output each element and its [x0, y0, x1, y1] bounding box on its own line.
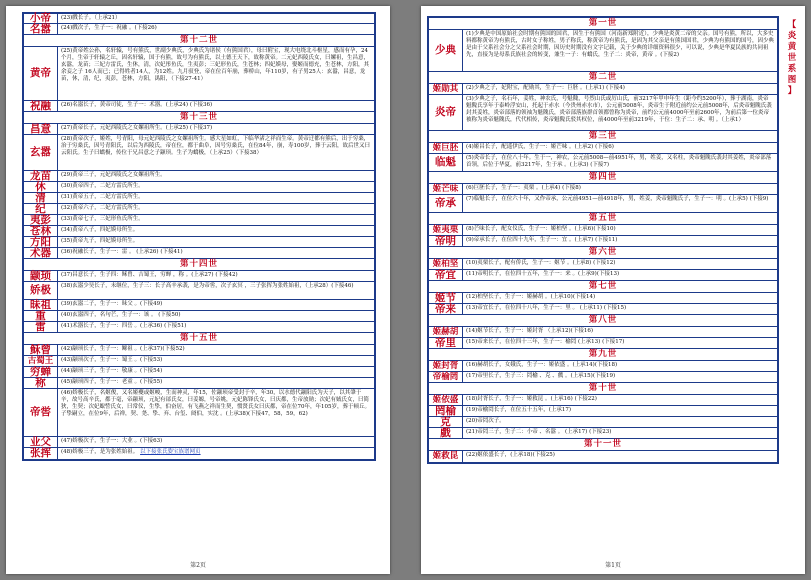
- person-name: 龙苗: [24, 171, 58, 181]
- person-description: [463, 417, 777, 427]
- person-description: [58, 448, 374, 459]
- person-description: [463, 236, 777, 246]
- person-description: [58, 367, 374, 377]
- person-name: 休: [24, 182, 58, 192]
- person-row: [24, 237, 374, 248]
- person-description: [463, 395, 777, 405]
- person-description: [58, 356, 374, 366]
- side-title-char: 【: [787, 20, 797, 30]
- description-text: (18)封胥长子，生子一：姬救昆 。(上承16) (下接22): [466, 396, 597, 402]
- page-1: [421, 6, 805, 574]
- person-description: [58, 237, 374, 247]
- person-description: [58, 193, 374, 203]
- person-name: 夷彭: [24, 215, 58, 225]
- person-row: [24, 24, 374, 35]
- person-row: [429, 95, 777, 131]
- description-text: (3)少典之子，名石年，姜姓，神农氏，号魁隗，号烈山氏或厉山氏，前3217年甲申年生（距今约5200年），葬于湖南，炎帝魁隗氏享年于泰岭浮安山，托起于赤水（今贵州赤水市），公元前5008年，炎帝生于附近前约公元前5008年，后炎帝魁隗氏袭封其姜姓，炎帝部落的领袖为魁隗氏，炎帝部落族群首领都曾称为炎帝，前约公元前4000年至前2600年，为前后第一位炎帝被称为炎帝魁隗氏，代代相传，炎帝魁隗氏驳其权位，前4000年至前3219年，于位：生子二：承、明 。（上承1）: [466, 96, 772, 123]
- person-description: [58, 300, 374, 310]
- description-text: (48)娇极三子，是为张姓始祖。: [61, 449, 139, 455]
- person-description: [58, 311, 374, 321]
- person-name: 称: [24, 378, 58, 388]
- person-name: 姬柏坚: [429, 259, 463, 269]
- person-description: [463, 259, 777, 269]
- person-row: [24, 101, 374, 112]
- person-description: [463, 361, 777, 371]
- description-text: (11)帝明长子，在位四十五年，生子一：来 。(上承9)(下接13): [466, 271, 620, 277]
- side-title-char: 图: [787, 75, 797, 85]
- description-text: (21)帝罔三子，生子二：小帝 、名嚣 。 (上承17) (下接23): [466, 429, 612, 435]
- description-text: (39)玄嚣二子，生子一：昧父 。(下接49): [61, 301, 163, 307]
- side-title: [785, 20, 799, 100]
- side-title-char: 炎: [787, 31, 797, 41]
- person-row: [429, 361, 777, 372]
- person-row: [429, 293, 777, 304]
- person-description: [58, 215, 374, 225]
- person-row: [24, 226, 374, 237]
- description-text: (35)黄帝九子，四妃嫫母所生。: [61, 238, 139, 244]
- person-name: 昧祖: [24, 300, 58, 310]
- description-text: (31)黄帝五子，二妃方雷氏所生。: [61, 194, 144, 200]
- genealogy-table-right: [427, 16, 779, 464]
- person-row: [429, 372, 777, 383]
- person-name: 姬巨胚: [429, 143, 463, 153]
- person-name: 纪: [24, 204, 58, 214]
- person-row: [24, 124, 374, 135]
- generation-header: 第五世: [429, 213, 777, 225]
- person-description: [463, 406, 777, 416]
- generation-header: 第十五世: [24, 333, 374, 345]
- person-name: 姬芒味: [429, 184, 463, 194]
- person-name: 姬依盛: [429, 395, 463, 405]
- person-description: [58, 271, 374, 281]
- description-text: (10)夷栗长子，配有侨氏，生子一：姬节 。(上承8) (下接12): [466, 260, 616, 266]
- person-name: 姬夷栗: [429, 225, 463, 235]
- person-row: [429, 270, 777, 281]
- person-name: 清: [24, 193, 58, 203]
- person-description: [58, 135, 374, 170]
- person-name: 少典: [429, 30, 463, 71]
- person-description: [463, 143, 777, 153]
- person-row: [24, 389, 374, 437]
- generation-header: 第十一世: [429, 439, 777, 451]
- person-description: [58, 248, 374, 258]
- person-description: [58, 182, 374, 192]
- person-description: [58, 124, 374, 134]
- person-row: [24, 282, 374, 300]
- person-description: [463, 304, 777, 314]
- person-name: 姬封胥: [429, 361, 463, 371]
- person-row: [429, 225, 777, 236]
- description-text: (23)戲长子。（上承21）: [61, 15, 121, 21]
- side-title-char: 黄: [787, 42, 797, 52]
- generation-header: 第二世: [429, 72, 777, 84]
- person-name: 帝里: [429, 338, 463, 348]
- person-row: [24, 193, 374, 204]
- side-title-char: 系: [787, 64, 797, 74]
- person-name: 稣曾: [24, 345, 58, 355]
- person-description: [463, 293, 777, 303]
- person-description: [463, 372, 777, 382]
- person-description: [463, 195, 777, 212]
- description-text: (12)柏坚长子，生子一：姬赫胡 。(上承10)(下接14): [466, 294, 596, 300]
- generation-header: 第十世: [429, 383, 777, 395]
- person-row: [24, 322, 374, 333]
- description-text: (14)姬节长子，生子一：姬封胥 （上承12)(下接16): [466, 328, 593, 334]
- generation-header: 第七世: [429, 281, 777, 293]
- person-name: 术器: [24, 248, 58, 258]
- person-row: [429, 84, 777, 95]
- description-text: (44)颛顼三子，生子一：敬康 。(下接54): [61, 368, 163, 374]
- person-row: [429, 451, 777, 462]
- person-name: 临魁: [429, 154, 463, 171]
- description-text: (45)颛顼四子，生子一：老童 。(下接55): [61, 379, 163, 385]
- person-row: [429, 195, 777, 213]
- person-description: [58, 101, 374, 111]
- person-name: 方阳: [24, 237, 58, 247]
- side-title-char: 】: [787, 86, 797, 96]
- description-text: (4)姬昌长子，配遥伊氏，生子一：姬芒味 。(上承2) (下接6): [466, 144, 614, 150]
- person-description: [463, 451, 777, 462]
- person-name: 帝承: [429, 195, 463, 212]
- person-name: 祝融: [24, 101, 58, 111]
- person-row: [24, 437, 374, 448]
- description-text: (46)娇极长子，名姬俊，又名姬夔或姬峻，生而神灵，年15，佐颛顼帝受封于辛，年30，以水德代颛阳氏为天子，以其肇于辛，故号高辛氏，都于毫，帝颛顼，元妃有邰氏女，曰姜嫄，号帝姚，元妃陈锋氏女，曰庆都，生帝放勋；次妃有娀氏女，曰简狄，生契；次妃娵訾氏女，曰常仪，生挚，伯奋居，有飞燕之祥而生契，惯贤氏女曰庆都，帝在位70年，年105岁，葬于顿丘。子挚嗣立，在位9年，后禅，契、尧、挚、弃、台玺、阏伯，实沈 。(上承38)(下接47，58，59，62): [61, 390, 371, 417]
- person-row: [429, 236, 777, 247]
- family-tree-link[interactable]: 以下接张氏姿宝族谱网页: [140, 449, 201, 455]
- description-text: (27)黄帝长子，元妃西陵氏之女嫘祖所生。(上承25) (下接37): [61, 125, 213, 131]
- description-text: (7)临魁长子，在位六十年，又作帝承，公元前4951—前4918年，男，姓姜，炎帝魁隗氏子，生子一：明 。(上承5) (下接9): [466, 196, 769, 202]
- person-row: [429, 395, 777, 406]
- description-text: (17)帝里长子，生子三：罔榆 、克 、戲 。(上承15)(下接19): [466, 373, 616, 379]
- description-text: (40)玄嚣四子，名句芒，生子一：该 。 (下接50): [61, 312, 181, 318]
- person-description: [463, 154, 777, 171]
- person-row: [24, 135, 374, 171]
- person-name: 戲: [429, 428, 463, 438]
- person-description: [463, 95, 777, 130]
- person-row: [429, 428, 777, 439]
- person-name: 克: [429, 417, 463, 427]
- person-description: [58, 171, 374, 181]
- description-text: (47)娇极次子，生子一：大业 。(下接63): [61, 438, 163, 444]
- description-text: (25)黄帝姓公孙，名轩辕，号有熊氏，世副少典氏，少典氏为诸侯（有熊国君），母曰附宝，现大电绕北斗枢星，感而有孕，24个月，生帝于轩辕之丘，因名轩辕，国于有熊，故号为有熊氏，以土德王天下，故称黄帝。二元妃西陵氏女，曰嫘祖，生昌意，玄嚣，龙苗；三妃方雷氏，生休，清，次妃彤鱼氏，生夷彭；三妃形鱼氏，生苍林；四妃嫫母，娶姬而德充，生苍林，方阳，其余妾之子 16人而已；已得姓者14人，为12姓。九月驭登，帝在位百年崩，葬桥山，年110岁，有子男25人：玄嚣，昌意，龙苗，休，清，纪，夷彭，苍林，方阳，禺阳，（下接27-41）: [61, 48, 370, 82]
- person-name: 姬节: [429, 293, 463, 303]
- person-row: [24, 47, 374, 101]
- generation-header: 第十四世: [24, 259, 374, 271]
- person-description: [58, 47, 374, 100]
- description-text: (5)炎帝长子，在位八十年。生于一，神农，公元前5008—前4951年，男，姓姜，又名柱，炎帝魁隗氏袭封其姜姓，炎帝部落首领，后位于华夏，前3217年，生于承 。(上承3) (下接7): [466, 155, 772, 168]
- person-description: [463, 428, 777, 438]
- person-description: [58, 322, 374, 332]
- generation-header: 第三世: [429, 131, 777, 143]
- person-description: [58, 226, 374, 236]
- person-name: 业父: [24, 437, 58, 447]
- person-description: [58, 24, 374, 34]
- person-row: [429, 417, 777, 428]
- person-description: [463, 184, 777, 194]
- person-row: [24, 248, 374, 259]
- person-name: 穷蝉: [24, 367, 58, 377]
- description-text: (29)黄帝三子，元妃西陵氏之女嫘祖所生。: [61, 172, 166, 178]
- person-row: [24, 204, 374, 215]
- person-row: [24, 345, 374, 356]
- description-text: (9)帝承长子，在位四十九年，生子一：宜 。(上承7) (下接11): [466, 237, 618, 243]
- description-text: (15)帝来长子，在位四十三年，生子一：榆罔 (上承13) (下接17): [466, 339, 625, 345]
- person-row: [24, 378, 374, 389]
- page-number: 第1页: [605, 562, 621, 569]
- person-name: 帝榆罔: [429, 372, 463, 382]
- person-row: [429, 259, 777, 270]
- person-name: 古蜀王: [24, 356, 58, 366]
- person-name: 重: [24, 311, 58, 321]
- person-row: [24, 271, 374, 282]
- person-row: [24, 448, 374, 459]
- person-name: 昌意: [24, 124, 58, 134]
- person-name: 黄帝: [24, 47, 58, 100]
- person-row: [429, 304, 777, 315]
- description-text: (33)黄帝七子，三妃形鱼氏所生。: [61, 216, 144, 222]
- description-text: (16)赫胡长子，女娥氏，生子一：姬依盛 。(上承14)(下接18): [466, 362, 618, 368]
- description-text: (32)黄帝六子，二妃方雷氏所生。: [61, 205, 144, 211]
- side-title-char: 世: [787, 53, 797, 63]
- person-row: [24, 356, 374, 367]
- person-description: [463, 84, 777, 94]
- generation-header: 第一世: [429, 18, 777, 30]
- description-text: (19)帝榆罔长子，在位五十五年，(上承17): [466, 407, 572, 413]
- description-text: (36)祝融长子，生子一：雷 。 (上承26) (下接41): [61, 249, 183, 255]
- description-text: (43)颛顼次子，生子一：蜀王 。(下接53): [61, 357, 163, 363]
- person-description: [58, 389, 374, 436]
- person-description: [58, 282, 374, 299]
- description-text: (34)黄帝八子，四妃嫫母所生。: [61, 227, 139, 233]
- description-text: (20)帝罔次子。: [466, 418, 505, 424]
- person-description: [58, 345, 374, 355]
- person-row: [429, 143, 777, 154]
- generation-header: 第十二世: [24, 35, 374, 47]
- person-description: [58, 14, 374, 23]
- description-text: (38)玄嚣少昊长子，未继位，生子三：长子高辛承袭，是为帝喾，次子玄冥 ，三子张挥为张姓始祖，（上承28）(下接46): [61, 283, 354, 289]
- person-row: [24, 215, 374, 226]
- person-row: [429, 406, 777, 417]
- description-text: (1)少典是中国原始社会时期有熊国的国君，因生于有熊国（河南新郑附近），少典是炎黄二帝的父亲。国号有熊，所以，大多史料都称黄帝为有熊氏，古时女子称姓，男子称氏，称黄帝为有熊氏，是因为其父亲是有熊国国君，少典为有熊国的国号，因少典是由于父系社会分之父系社会时期，因历史时期没有文字记载，关于少典的详细资料很少，可以说，少典是华夏民族的共同祖先，直接为是母系氏族社会的转变，兼生一子：有蟜氏，生子二：炎帝，黄帝 。(下接2): [466, 31, 775, 58]
- person-row: [429, 30, 777, 72]
- person-name: 小帝: [24, 14, 58, 23]
- person-description: [58, 378, 374, 388]
- generation-header: 第四世: [429, 172, 777, 184]
- person-description: [58, 204, 374, 214]
- description-text: (42)颛顼长子，生子一：鲧祖 。(上承37)(下接52): [61, 346, 185, 352]
- person-row: [429, 338, 777, 349]
- person-row: [24, 14, 374, 24]
- person-description: [463, 270, 777, 280]
- person-name: 张挥: [24, 448, 58, 459]
- generation-header: 第九世: [429, 349, 777, 361]
- description-text: (24)戲次子，生子一：祝融 。(下接26): [61, 25, 157, 31]
- person-description: [463, 338, 777, 348]
- person-name: 姬赫胡: [429, 327, 463, 337]
- person-name: 苍林: [24, 226, 58, 236]
- person-row: [24, 171, 374, 182]
- description-text: (8)芒味长子，配女仪氏，生子一：姬柏坚 。(上承6)(下接10): [466, 226, 616, 232]
- description-text: (6)巨胚长子，生子一：夷栗 。(上承4) (下接8): [466, 185, 581, 191]
- description-text: (13)帝宜长子，在位四十八年，生子一：里 。 (上承11) (下接15): [466, 305, 627, 311]
- person-row: [429, 184, 777, 195]
- description-text: (26)名嚣长子，黄帝司徒，生子一：术器。(上承24) (下接36): [61, 102, 213, 108]
- person-description: [463, 225, 777, 235]
- person-name: 雷: [24, 322, 58, 332]
- description-text: (28)黄帝次子，姬姓，号青阳，母元妃西陵氏之女嫘祖所生。感大星如虹，下临华渚之祥而生帝。黄帝迁都有熊后，出于穷桑，治于穷桑氏，因号青阳氏，以后为西陵氏，帝在位，都于曲阜，因号穷桑氏，在位84年，崩，寿100岁，葬于云阳，故后世又曰云阳氏。生子曰蟜极，传位于兄昌意之子颛顼。生子为蟜极，（上承25）（下接38）: [61, 136, 371, 156]
- page-number: 第2页: [190, 562, 206, 569]
- person-description: [463, 327, 777, 337]
- person-row: [24, 311, 374, 322]
- person-name: 颛顼: [24, 271, 58, 281]
- person-name: 炎帝: [429, 95, 463, 130]
- person-row: [429, 154, 777, 172]
- description-text: (37)昌意长子，生子四：稣曾、吉蜀王，穷蝉 ，称 。(上承27) (下接42): [61, 272, 238, 278]
- generation-header: 第十三世: [24, 112, 374, 124]
- person-name: 名嚣: [24, 24, 58, 34]
- person-name: 姬救昆: [429, 451, 463, 462]
- generation-header: 第六世: [429, 247, 777, 259]
- person-row: [24, 182, 374, 193]
- person-name: 帝宜: [429, 270, 463, 280]
- person-name: 帝喾: [24, 389, 58, 436]
- person-name: 姬勋其: [429, 84, 463, 94]
- genealogy-table-left: [22, 12, 376, 461]
- person-name: 玄嚣: [24, 135, 58, 170]
- generation-header: 第八世: [429, 315, 777, 327]
- description-text: (41)术器长子，生子一：四岳 。(上承36) (下接51): [61, 323, 187, 329]
- page-2: [6, 6, 390, 574]
- person-name: 帝明: [429, 236, 463, 246]
- description-text: (22)姬依盛长子，(上承18)(下接25): [466, 452, 555, 458]
- person-description: [58, 437, 374, 447]
- description-text: (30)黄帝四子，二妃方雷氏所生。: [61, 183, 144, 189]
- person-row: [24, 300, 374, 311]
- person-row: [24, 367, 374, 378]
- person-row: [429, 327, 777, 338]
- person-description: [463, 30, 777, 71]
- person-name: 帝来: [429, 304, 463, 314]
- description-text: (2)少典之子，妃附宝，配勋其，生子一：巨胚 。(上承1) (下接4): [466, 85, 625, 91]
- person-name: 娇极: [24, 282, 58, 299]
- person-name: 罔榆: [429, 406, 463, 416]
